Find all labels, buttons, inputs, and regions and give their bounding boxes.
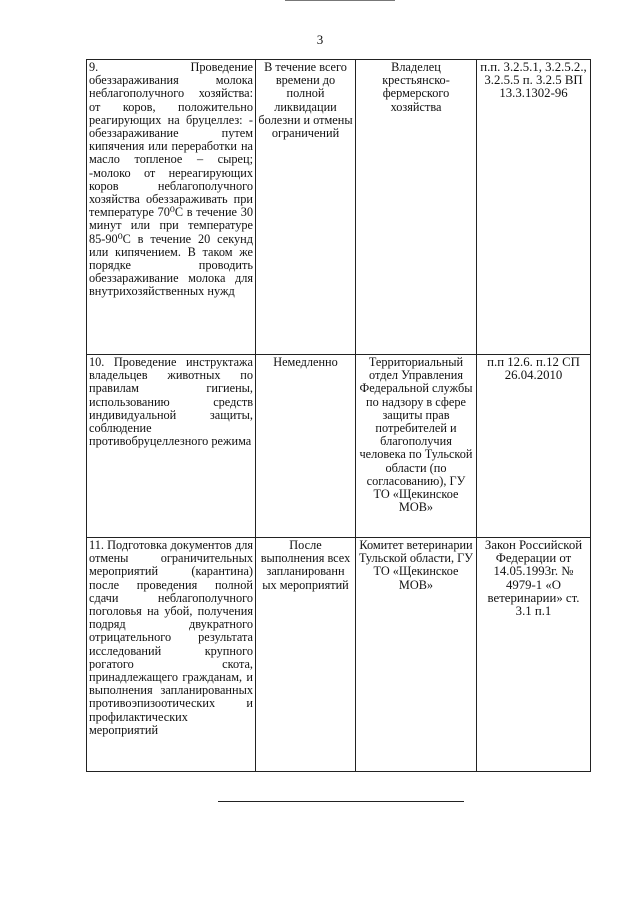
measure-legal-reference: п.п 12.6. п.12 СП 26.04.2010 bbox=[477, 355, 591, 538]
measure-responsible: Территориальный отдел Управления Федеральной службы по надзору в сфере защиты прав потребителей и благополучия человека по Тульской области (по согласованию), ГУ ТО «Щекинское МОВ» bbox=[356, 355, 477, 538]
measure-deadline: В течение всего времени до полной ликвидации болезни и отмены ограничений bbox=[256, 60, 356, 355]
measure-description: 10. Проведение инструктажа владельцев животных по правилам гигиены, использованию средств индивидуальной защиты, соблюдение противобруцеллезного режима bbox=[87, 355, 256, 538]
page-number: 3 bbox=[316, 32, 324, 47]
measure-deadline: После выполнения всех запланированн ых мероприятий bbox=[256, 538, 356, 772]
measure-legal-reference: Закон Российской Федерации от 14.05.1993г. № 4979-1 «О ветеринарии» ст. 3.1 п.1 bbox=[477, 538, 591, 772]
measure-responsible: Комитет ветеринарии Тульской области, ГУ ТО «Щекинское МОВ» bbox=[356, 538, 477, 772]
top-edge-line bbox=[285, 0, 395, 1]
measure-description: 9. Проведение обеззараживания молока неблагополучного хозяйства: от коров, положительно реагирующих на бруцеллез: - обеззараживание путем кипячения или переработки на масло топленое – сырец; -молоко от нереагирующих коров неблагополучного хозяйства обеззараживать при температуре 70⁰С в течение 30 минут или при температуре 85-90⁰С в течение 20 секунд или кипячением. В таком же порядке проводить обеззараживание молока для внутрихозяйственных нужд bbox=[87, 60, 256, 355]
measure-deadline: Немедленно bbox=[256, 355, 356, 538]
table-row bbox=[87, 355, 591, 538]
measures-table bbox=[86, 59, 591, 772]
closing-divider bbox=[218, 801, 464, 802]
table-row bbox=[87, 538, 591, 772]
measure-responsible: Владелец крестьянско-фермерского хозяйства bbox=[356, 60, 477, 355]
table-row bbox=[87, 60, 591, 355]
measure-description: 11. Подготовка документов для отмены ограничительных мероприятий (карантина) после проведения полной сдачи неблагополучного поголовья на убой, получения подряд двукратного отрицательного результата исследований крупного рогатого скота, принадлежащего гражданам, и выполнения запланированных противоэпизоотических и профилактических мероприятий bbox=[87, 538, 256, 772]
measure-legal-reference: п.п. 3.2.5.1, 3.2.5.2., 3.2.5.5 п. 3.2.5 ВП 13.3.1302-96 bbox=[477, 60, 591, 355]
